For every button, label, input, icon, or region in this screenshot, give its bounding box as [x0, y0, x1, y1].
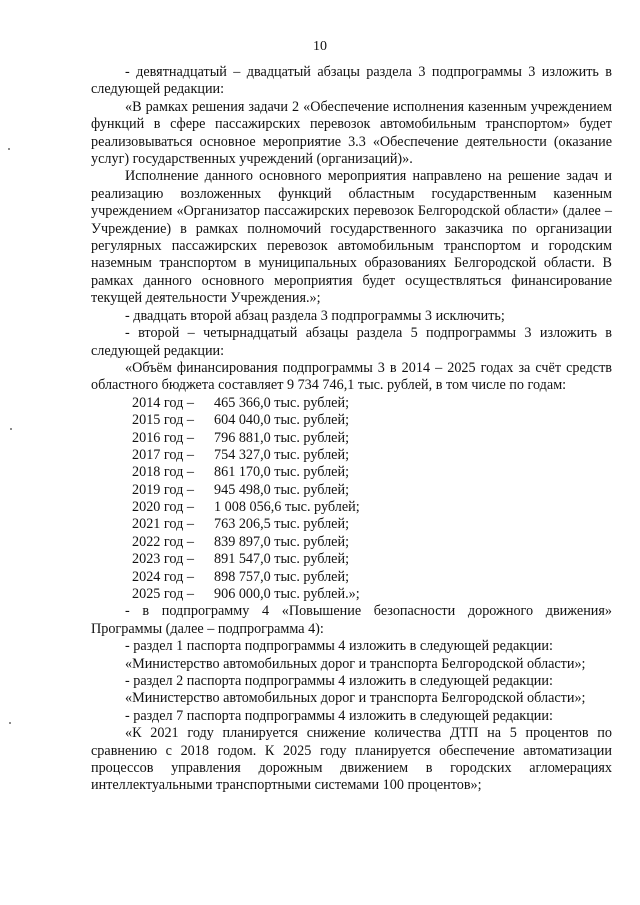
year-amount: 754 327,0 тыс. рублей; — [214, 446, 350, 463]
year-label: 2022 год – — [132, 533, 194, 550]
year-row — [132, 534, 612, 551]
scan-speck — [10, 428, 12, 430]
year-row — [132, 499, 612, 516]
paragraph: - раздел 7 паспорта подпрограммы 4 изложить в следующей редакции: — [125, 707, 553, 724]
paragraphs-bottom — [91, 603, 612, 794]
year-label: 2025 год – — [132, 586, 194, 603]
year-amount: 898 757,0 тыс. рублей; — [214, 568, 350, 585]
year-label: 2023 год – — [132, 551, 194, 568]
year-label: 2015 год – — [132, 412, 194, 429]
paragraphs-top — [91, 64, 612, 395]
year-amount: 839 897,0 тыс. рублей; — [214, 533, 350, 550]
year-label: 2018 год – — [132, 464, 194, 481]
year-label: 2019 год – — [132, 481, 194, 498]
year-amount: 465 366,0 тыс. рублей; — [214, 394, 350, 411]
paragraph: Исполнение данного основного мероприятия направлено на решение задач и реализацию возложенных функций областным государственным казенным учреждением «Организатор пассажирских перевозок Белгородской области» (далее – Учреждение) в рамках полномочий государственного заказчика по организации регулярных пассажирских перевозок автомобильным транспортом и городским наземным транспортом в муниципальных образованиях Белгородской области. В рамках данного основного мероприятия будет осуществляться финансирование текущей деятельности Учреждения.»; — [91, 168, 612, 307]
paragraph: «К 2021 году планируется снижение количества ДТП на 5 процентов по сравнению с 2018 годом. К 2025 году планируется обеспечение автоматизации процессов управления дорожным движением в городских агломерациях интеллектуальными транспортными системами 100 процентов»; — [91, 725, 612, 794]
year-amount: 891 547,0 тыс. рублей; — [214, 551, 350, 568]
year-amount: 945 498,0 тыс. рублей; — [214, 481, 350, 498]
paragraph: «Министерство автомобильных дорог и транспорта Белгородской области»; — [125, 655, 586, 672]
year-row — [132, 395, 612, 412]
years-list — [132, 395, 612, 604]
document-body — [91, 64, 612, 795]
scan-speck — [8, 148, 10, 150]
year-amount: 906 000,0 тыс. рублей.»; — [214, 586, 360, 603]
paragraph: - второй – четырнадцатый абзацы раздела 5 подпрограммы 3 изложить в следующей редакции: — [91, 325, 612, 359]
year-amount: 796 881,0 тыс. рублей; — [214, 429, 350, 446]
year-row — [132, 586, 612, 603]
year-row — [132, 516, 612, 533]
paragraph: - девятнадцатый – двадцатый абзацы раздела 3 подпрограммы 3 изложить в следующей редакции: — [91, 64, 612, 98]
year-row — [132, 551, 612, 568]
year-label: 2021 год – — [132, 516, 194, 533]
paragraph: - раздел 2 паспорта подпрограммы 4 изложить в следующей редакции: — [125, 673, 553, 690]
year-amount: 1 008 056,6 тыс. рублей; — [214, 499, 360, 516]
year-label: 2017 год – — [132, 446, 194, 463]
page-number: 10 — [313, 39, 327, 54]
year-label: 2016 год – — [132, 429, 194, 446]
year-row — [132, 464, 612, 481]
year-row — [132, 412, 612, 429]
year-row — [132, 569, 612, 586]
year-label: 2024 год – — [132, 568, 194, 585]
scan-speck — [9, 722, 11, 724]
year-label: 2020 год – — [132, 499, 194, 516]
paragraph: - раздел 1 паспорта подпрограммы 4 изложить в следующей редакции: — [125, 638, 553, 655]
year-row — [132, 447, 612, 464]
paragraph: «В рамках решения задачи 2 «Обеспечение исполнения казенным учреждением функций в сфере пассажирских перевозок автомобильным транспортом» будет реализовываться основное мероприятие 3.3 «Обеспечение деятельности (оказание услуг) государственных учреждений (организаций)». — [91, 98, 612, 168]
year-row — [132, 482, 612, 499]
year-amount: 604 040,0 тыс. рублей; — [214, 412, 350, 429]
year-amount: 861 170,0 тыс. рублей; — [214, 464, 350, 481]
year-row — [132, 430, 612, 447]
paragraph: «Министерство автомобильных дорог и транспорта Белгородской области»; — [125, 690, 586, 707]
paragraph: - в подпрограмму 4 «Повышение безопасности дорожного движения» Программы (далее – подпрограмма 4): — [91, 603, 612, 637]
year-amount: 763 206,5 тыс. рублей; — [214, 516, 350, 533]
paragraph: «Объём финансирования подпрограммы 3 в 2014 – 2025 годах за счёт средств областного бюджета составляет 9 734 746,1 тыс. рублей, в том числе по годам: — [91, 359, 612, 394]
paragraph: - двадцать второй абзац раздела 3 подпрограммы 3 исключить; — [125, 307, 505, 324]
year-label: 2014 год – — [132, 394, 194, 411]
